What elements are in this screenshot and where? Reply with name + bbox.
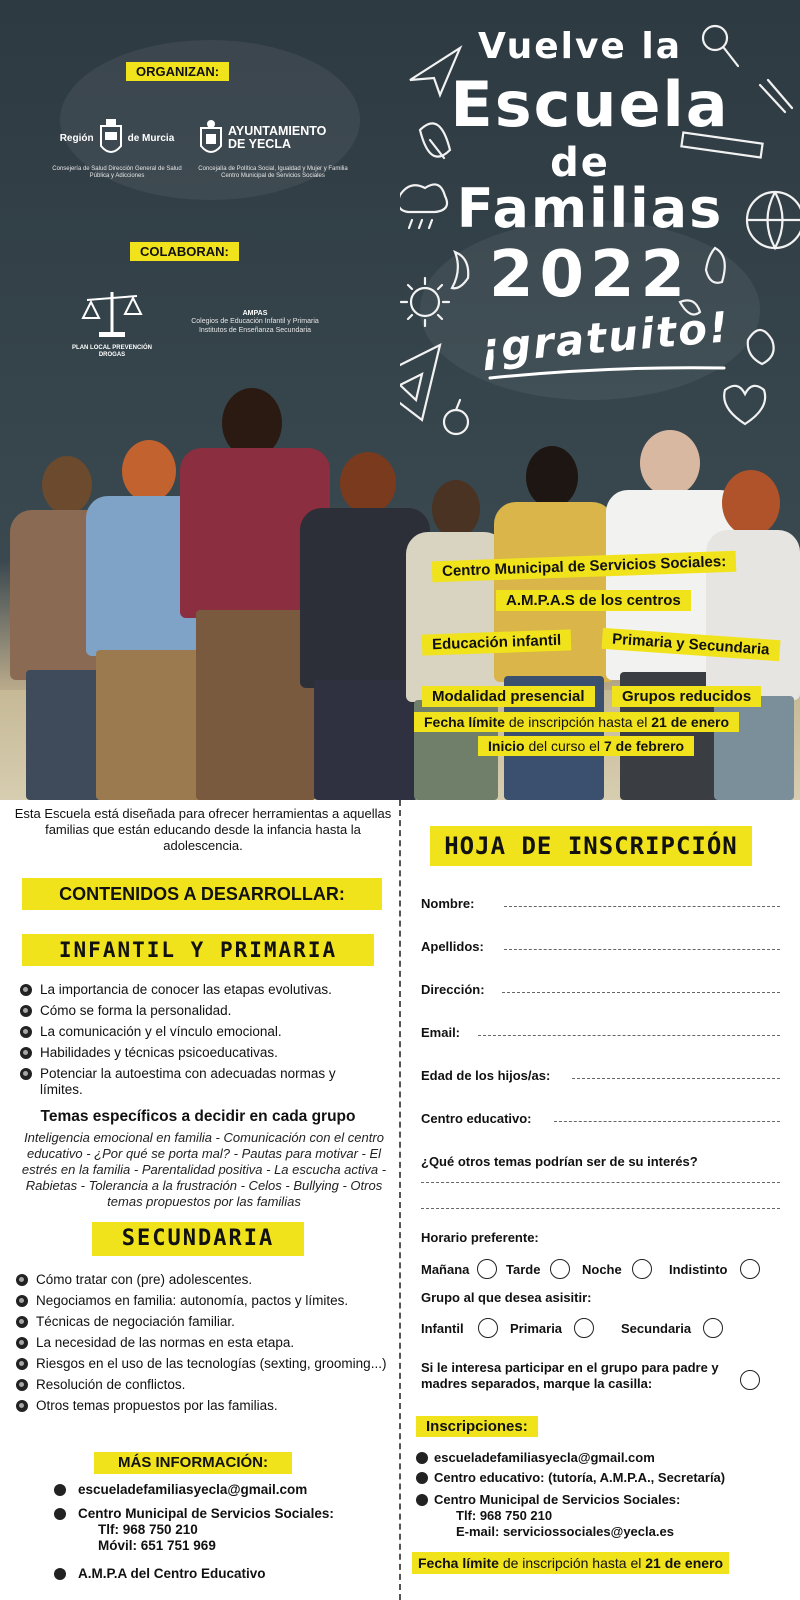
bullet-icon <box>16 1316 28 1328</box>
info-centro <box>54 1506 334 1554</box>
pencil-icon <box>760 80 792 112</box>
list-item: Negociamos en familia: autonomía, pactos y límites. <box>16 1293 392 1309</box>
tarde-radio[interactable] <box>550 1259 570 1279</box>
region-murcia-logo <box>52 118 182 180</box>
info-movil: Móvil: 651 751 969 <box>98 1538 216 1553</box>
info-ampa <box>54 1566 266 1582</box>
list-item: Resolución de conflictos. <box>16 1377 392 1393</box>
centro-label: Centro educativo: <box>421 1111 532 1126</box>
ins-centro-municipal <box>416 1492 680 1540</box>
dashed-divider <box>399 800 401 1600</box>
fecha-mid: de inscripción hasta el <box>508 714 648 730</box>
bullet-icon <box>16 1379 28 1391</box>
tag-grupos: Grupos reducidos <box>612 686 761 707</box>
region-name-right: de Murcia <box>127 132 175 144</box>
manana-label: Mañana <box>421 1262 470 1277</box>
otros-temas-label: ¿Qué otros temas podrían ser de su interés? <box>421 1154 698 1169</box>
bullet-icon <box>416 1452 428 1464</box>
secundaria-radio[interactable] <box>703 1318 723 1338</box>
bullet-icon <box>20 1005 32 1017</box>
magnifier-icon <box>703 26 727 50</box>
info-centro-text: Centro Municipal de Servicios Sociales: <box>78 1506 334 1521</box>
bullet-icon <box>20 1026 32 1038</box>
scales-icon <box>79 288 145 340</box>
indistinto-radio[interactable] <box>740 1259 760 1279</box>
bullet-icon <box>416 1494 428 1506</box>
crest-icon <box>98 118 124 158</box>
horario-label: Horario preferente: <box>421 1230 539 1245</box>
email-label: Email: <box>421 1025 461 1040</box>
bullet-icon <box>54 1484 66 1496</box>
colaboran-label: COLABORAN: <box>130 242 239 261</box>
sun-icon <box>411 288 439 316</box>
ins-tlf: Tlf: 968 750 210 <box>456 1508 553 1523</box>
ins-email-text: escueladefamiliasyecla@gmail.com <box>434 1450 655 1465</box>
form-fecha-mid: de inscripción hasta el <box>502 1555 642 1571</box>
bullet-icon <box>20 1068 32 1080</box>
list-item: Técnicas de negociación familiar. <box>16 1314 392 1330</box>
bullet-icon <box>20 984 32 996</box>
plan-local-text: PLAN LOCAL PREVENCIÓN DROGAS <box>72 345 152 358</box>
bullet-icon <box>16 1337 28 1349</box>
secundaria-label: Secundaria <box>621 1321 692 1336</box>
form-fecha-bold: Fecha límite <box>418 1555 499 1571</box>
fecha-bold: Fecha límite <box>424 714 505 730</box>
ins-centro-educativo <box>416 1470 725 1486</box>
bullet-icon <box>16 1358 28 1370</box>
title-escuela: Escuela <box>450 68 730 141</box>
apellidos-label: Apellidos: <box>421 939 484 954</box>
title-gratuito: ¡gratuito! <box>477 302 732 373</box>
nombre-field[interactable] <box>504 906 780 907</box>
list-item: Cómo tratar con (pre) adolescentes. <box>16 1272 392 1288</box>
ayto-sub: Concejalía de Política Social, Igualdad y Mujer y Familia Centro Municipal de Servicios Sociales <box>198 166 348 179</box>
apellidos-field[interactable] <box>504 949 780 950</box>
infantil-radio[interactable] <box>478 1318 498 1338</box>
separados-label: Si le interesa participar en el grupo para padre y madres separados, marque la casilla: <box>421 1360 719 1391</box>
organizan-label: ORGANIZAN: <box>126 62 229 81</box>
bullet-icon <box>16 1295 28 1307</box>
bullet-icon <box>54 1568 66 1580</box>
inicio-date: 7 de febrero <box>603 738 685 754</box>
list-item: Cómo se forma la personalidad. <box>20 1003 380 1019</box>
tag-fecha-limite <box>414 712 739 732</box>
tarde-label: Tarde <box>506 1262 541 1277</box>
noche-radio[interactable] <box>632 1259 652 1279</box>
tag-educacion-infantil: Educación infantil <box>422 629 572 655</box>
noche-label: Noche <box>582 1262 622 1277</box>
tag-centro-municipal: Centro Municipal de Servicios Sociales: <box>432 551 737 583</box>
primaria-radio[interactable] <box>574 1318 594 1338</box>
title-de: de <box>550 140 610 186</box>
form-fecha-date: 21 de enero <box>645 1555 724 1571</box>
list-item: La comunicación y el vínculo emocional. <box>20 1024 380 1040</box>
region-sub: Consejería de Salud Dirección General de Salud Pública y Adicciones <box>52 166 182 179</box>
edad-label: Edad de los hijos/as: <box>421 1068 551 1083</box>
title-familias: Familias <box>456 177 724 240</box>
temas-title: Temas específicos a decidir en cada grupo <box>40 1108 356 1125</box>
info-tlf: Tlf: 968 750 210 <box>98 1522 198 1537</box>
butterfly-icon <box>748 330 774 364</box>
list-item: La necesidad de las normas en esta etapa. <box>16 1335 392 1351</box>
ampas-logo <box>180 310 330 335</box>
region-name-left: Región <box>59 132 94 144</box>
list-item: Riesgos en el uso de las tecnologías (sexting, grooming...) <box>16 1356 392 1372</box>
list-item: Otros temas propuestos por las familias. <box>16 1398 392 1414</box>
primaria-label: Primaria <box>510 1321 563 1336</box>
secundaria-heading: SECUNDARIA <box>92 1222 304 1256</box>
otros-temas-field-2[interactable] <box>421 1208 780 1209</box>
ayuntamiento-logo <box>198 118 348 180</box>
secundaria-list <box>16 1272 392 1419</box>
nombre-label: Nombre: <box>421 896 475 911</box>
apple-icon <box>444 410 468 434</box>
ins-centro-mun-text: Centro Municipal de Servicios Sociales: <box>434 1492 681 1507</box>
temas-text: Inteligencia emocional en familia - Comunicación con el centro educativo - ¿Por qué se porta mal? - Pautas para motivar - El estrés en la familia - Parentalidad positiva - La escucha activa - Rabietas - Tolerancia a la frustración - Celos - Bullying - Otros temas propuestos por las familias <box>21 1130 387 1209</box>
direccion-label: Dirección: <box>421 982 485 997</box>
manana-radio[interactable] <box>477 1259 497 1279</box>
ins-email <box>416 1450 655 1466</box>
inscripciones-heading: Inscripciones: <box>416 1416 538 1437</box>
email-field[interactable] <box>478 1035 780 1036</box>
separados-checkbox[interactable] <box>740 1370 760 1390</box>
edad-field[interactable] <box>572 1078 780 1079</box>
lower-section <box>0 800 800 1600</box>
title-year: 2022 <box>488 238 692 312</box>
list-item: Habilidades y técnicas psicoeducativas. <box>20 1045 380 1061</box>
centro-field[interactable] <box>554 1121 780 1122</box>
infantil-primaria-heading: INFANTIL Y PRIMARIA <box>22 934 374 966</box>
bullet-icon <box>54 1508 66 1520</box>
info-email-text: escueladefamiliasyecla@gmail.com <box>78 1482 308 1497</box>
mas-info-heading: MÁS INFORMACIÓN: <box>94 1452 292 1474</box>
bullet-icon <box>16 1400 28 1412</box>
form-fecha-limite <box>412 1552 729 1574</box>
tag-ampas: A.M.P.A.S de los centros <box>496 590 691 611</box>
pepper-icon <box>452 252 468 288</box>
contenidos-heading: CONTENIDOS A DESARROLLAR: <box>22 878 382 910</box>
intro-text: Esta Escuela está diseñada para ofrecer herramientas a aquellas familias que están educando desde la infancia hasta la adolescencia. <box>14 806 392 853</box>
heart-icon <box>724 386 765 424</box>
inicio-bold: Inicio <box>488 738 525 754</box>
bullet-icon <box>20 1047 32 1059</box>
plan-local-logo <box>72 288 152 359</box>
info-email <box>54 1482 307 1498</box>
otros-temas-field[interactable] <box>421 1182 780 1183</box>
list-item: La importancia de conocer las etapas evolutivas. <box>20 982 380 998</box>
ayto-name: AYUNTAMIENTO DE YECLA <box>228 124 327 151</box>
ampas-sub: Colegios de Educación Infantil y Primaria Institutos de Enseñanza Secundaria <box>191 318 319 334</box>
bullet-icon <box>416 1472 428 1484</box>
fecha-date: 21 de enero <box>651 714 730 730</box>
infantil-list <box>20 982 380 1103</box>
set-square-icon <box>400 345 440 420</box>
ayto-crest-icon <box>198 118 224 158</box>
gratuito-underline <box>488 362 728 382</box>
inicio-mid: del curso el <box>528 738 601 754</box>
ins-centro-edu-text: Centro educativo: (tutoría, A.M.P.A., Secretaría) <box>434 1470 726 1485</box>
ins-email2: E-mail: serviciossociales@yecla.es <box>456 1524 674 1539</box>
bullet-icon <box>16 1274 28 1286</box>
form-title: HOJA DE INSCRIPCIÓN <box>430 826 752 866</box>
list-item: Potenciar la autoestima con adecuadas normas y límites. <box>20 1066 380 1098</box>
grupo-label: Grupo al que desea asisitir: <box>421 1290 592 1305</box>
title-vuelve: Vuelve la <box>477 26 682 67</box>
infantil-label: Infantil <box>421 1321 464 1336</box>
tag-primaria-secundaria: Primaria y Secundaria <box>601 628 780 661</box>
info-ampa-text: A.M.P.A del Centro Educativo <box>78 1566 266 1581</box>
direccion-field[interactable] <box>502 992 780 993</box>
indistinto-label: Indistinto <box>669 1262 728 1277</box>
ampas-title: AMPAS <box>242 310 268 317</box>
tag-inicio <box>478 736 694 756</box>
tag-modalidad: Modalidad presencial <box>422 686 595 707</box>
